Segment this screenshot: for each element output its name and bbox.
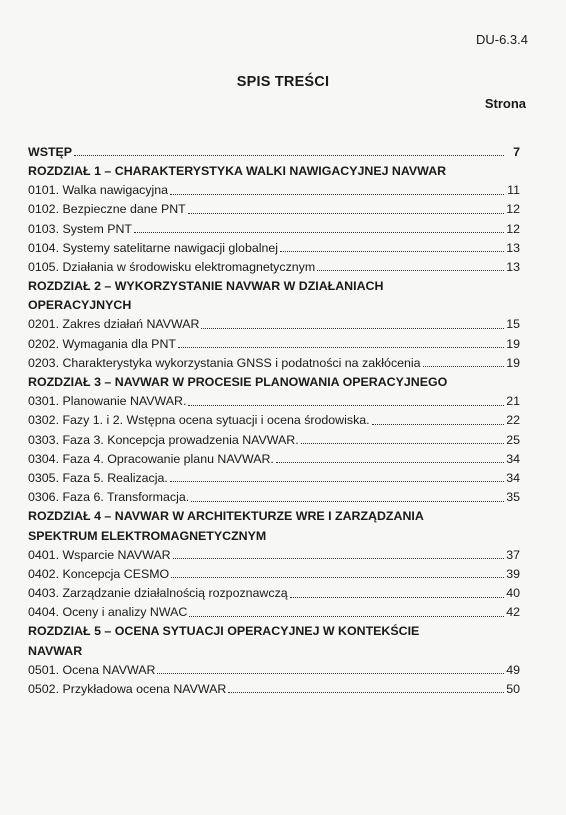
toc-entry-label: 0104. Systemy satelitarne nawigacji globalnej bbox=[28, 240, 279, 255]
page-column-label: Strona bbox=[484, 96, 526, 111]
dot-leader bbox=[189, 615, 504, 617]
toc-entry-label: 0105. Działania w środowisku elektromagnetycznym bbox=[28, 259, 316, 274]
toc-entry-page-number: 34 bbox=[506, 451, 520, 466]
toc-entry-label: ROZDZIAŁ 5 – OCENA SYTUACJI OPERACYJNEJ W KONTEKŚCIE bbox=[28, 624, 420, 639]
toc-entry bbox=[28, 484, 520, 503]
toc-chapter-heading bbox=[28, 158, 520, 177]
dot-leader bbox=[301, 442, 504, 444]
dot-leader bbox=[201, 327, 504, 329]
toc-entry-page-number: 19 bbox=[506, 336, 520, 351]
toc-entry-page-number: 42 bbox=[506, 605, 520, 620]
toc-entry bbox=[28, 216, 520, 235]
toc-entry-label: 0301. Planowanie NAVWAR. bbox=[28, 394, 187, 409]
toc-entry-label: 0303. Faza 3. Koncepcja prowadzenia NAVWAR. bbox=[28, 432, 299, 447]
dot-leader bbox=[191, 500, 504, 502]
toc-entry-label: 0403. Zarządzanie działalnością rozpoznawczą bbox=[28, 586, 288, 601]
toc-entry-label: SPEKTRUM ELEKTROMAGNETYCZNYM bbox=[28, 528, 267, 543]
toc-entry-label: 0306. Faza 6. Transformacja. bbox=[28, 490, 190, 505]
toc-entry-page-number: 12 bbox=[506, 202, 520, 217]
toc-entry-label: 0101. Walka nawigacyjna bbox=[28, 183, 169, 198]
toc-entry-page-number: 13 bbox=[506, 259, 520, 274]
dot-leader bbox=[188, 404, 504, 406]
toc-entry-page-number: 13 bbox=[506, 240, 520, 255]
toc-entry-page-number: 12 bbox=[506, 221, 520, 236]
dot-leader bbox=[170, 193, 504, 195]
dot-leader bbox=[280, 250, 504, 252]
table-of-contents bbox=[28, 139, 520, 695]
toc-entry-label: ROZDZIAŁ 2 – WYKORZYSTANIE NAVWAR W DZIAŁANIACH bbox=[28, 279, 384, 294]
toc-entry bbox=[28, 657, 520, 676]
page-title: SPIS TREŚCI bbox=[236, 74, 330, 90]
toc-entry-page-number: 37 bbox=[506, 547, 520, 562]
toc-entry-label: 0302. Fazy 1. i 2. Wstępna ocena sytuacji i ocena środowiska. bbox=[28, 413, 370, 428]
toc-entry bbox=[28, 388, 520, 407]
toc-entry-label: OPERACYJNYCH bbox=[28, 298, 132, 313]
toc-chapter-heading bbox=[28, 619, 520, 638]
dot-leader bbox=[317, 269, 504, 271]
dot-leader bbox=[170, 480, 504, 482]
toc-entry-page-number: 21 bbox=[506, 394, 520, 409]
toc-entry-page-number: 34 bbox=[506, 470, 520, 485]
toc-entry bbox=[28, 427, 520, 446]
dot-leader bbox=[171, 576, 504, 578]
toc-entry-label: ROZDZIAŁ 1 – CHARAKTERYSTYKA WALKI NAWIGACYJNEJ NAVWAR bbox=[28, 163, 447, 178]
toc-entry-label: 0402. Koncepcja CESMO bbox=[28, 566, 170, 581]
toc-chapter-heading bbox=[28, 523, 520, 542]
toc-entry-page-number: 7 bbox=[513, 144, 520, 159]
dot-leader bbox=[372, 423, 504, 425]
toc-chapter-heading bbox=[28, 293, 520, 312]
toc-entry-page-number: 11 bbox=[507, 183, 520, 198]
toc-entry bbox=[28, 580, 520, 599]
toc-entry bbox=[28, 312, 520, 331]
toc-entry-label: 0102. Bezpieczne dane PNT bbox=[28, 202, 186, 217]
toc-entry bbox=[28, 350, 520, 369]
toc-chapter-heading bbox=[28, 273, 520, 292]
toc-entry bbox=[28, 235, 520, 254]
toc-entry bbox=[28, 600, 520, 619]
toc-entry-page-number: 35 bbox=[506, 490, 520, 505]
dot-leader bbox=[290, 596, 504, 598]
toc-entry-page-number: 40 bbox=[506, 586, 520, 601]
dot-leader bbox=[173, 557, 504, 559]
toc-chapter-heading bbox=[28, 369, 520, 388]
toc-entry bbox=[28, 254, 520, 273]
toc-entry bbox=[28, 465, 520, 484]
dot-leader bbox=[423, 365, 504, 367]
toc-chapter-heading bbox=[28, 139, 520, 158]
toc-entry-label: 0305. Faza 5. Realizacja. bbox=[28, 470, 168, 485]
toc-entry-label: 0201. Zakres działań NAVWAR bbox=[28, 317, 200, 332]
toc-entry-page-number: 49 bbox=[506, 662, 520, 677]
page-code: DU-6.3.4 bbox=[475, 32, 528, 47]
toc-entry-page-number: 22 bbox=[506, 413, 520, 428]
toc-entry-label: 0502. Przykładowa ocena NAVWAR bbox=[28, 682, 227, 697]
dot-leader bbox=[157, 672, 504, 674]
toc-entry-label: 0203. Charakterystyka wykorzystania GNSS i podatności na zakłócenia bbox=[28, 355, 421, 370]
toc-chapter-heading bbox=[28, 638, 520, 657]
toc-entry-page-number: 19 bbox=[506, 355, 520, 370]
dot-leader bbox=[74, 154, 504, 156]
toc-entry-label: ROZDZIAŁ 4 – NAVWAR W ARCHITEKTURZE WRE I ZARZĄDZANIA bbox=[28, 509, 424, 524]
toc-entry-page-number: 39 bbox=[506, 566, 520, 581]
toc-entry bbox=[28, 446, 520, 465]
toc-entry-label: WSTĘP bbox=[28, 144, 73, 159]
toc-entry-label: ROZDZIAŁ 3 – NAVWAR W PROCESIE PLANOWANIA OPERACYJNEGO bbox=[28, 375, 448, 390]
dot-leader bbox=[188, 212, 504, 214]
dot-leader bbox=[178, 346, 504, 348]
toc-entry bbox=[28, 676, 520, 695]
toc-chapter-heading bbox=[28, 504, 520, 523]
toc-entry-label: NAVWAR bbox=[28, 643, 83, 658]
toc-entry-label: 0202. Wymagania dla PNT bbox=[28, 336, 176, 351]
toc-entry bbox=[28, 197, 520, 216]
toc-entry bbox=[28, 331, 520, 350]
dot-leader bbox=[276, 461, 504, 463]
toc-entry bbox=[28, 561, 520, 580]
toc-entry bbox=[28, 177, 520, 196]
toc-entry bbox=[28, 542, 520, 561]
toc-entry-label: 0103. System PNT bbox=[28, 221, 132, 236]
toc-entry bbox=[28, 408, 520, 427]
toc-entry-label: 0401. Wsparcie NAVWAR bbox=[28, 547, 171, 562]
dot-leader bbox=[228, 691, 504, 693]
toc-entry-label: 0304. Faza 4. Opracowanie planu NAVWAR. bbox=[28, 451, 274, 466]
toc-entry-page-number: 25 bbox=[506, 432, 520, 447]
toc-entry-page-number: 15 bbox=[506, 317, 520, 332]
toc-entry-page-number: 50 bbox=[506, 682, 520, 697]
toc-entry-label: 0501. Ocena NAVWAR bbox=[28, 662, 156, 677]
dot-leader bbox=[134, 231, 504, 233]
toc-entry-label: 0404. Oceny i analizy NWAC bbox=[28, 605, 188, 620]
